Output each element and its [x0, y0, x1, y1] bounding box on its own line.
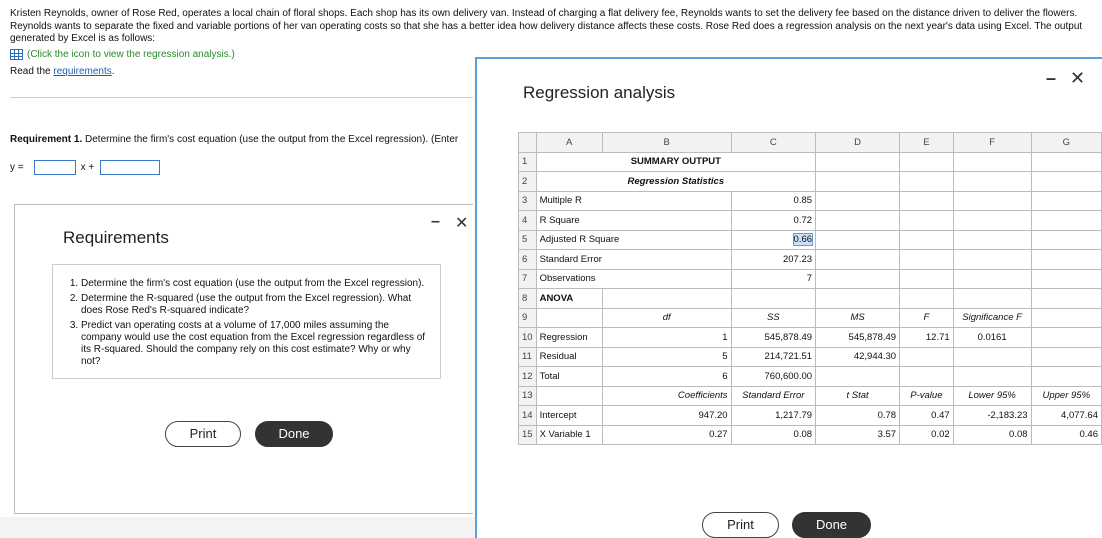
- row-number: 13: [519, 386, 537, 406]
- coef-cell: 3.57: [816, 425, 900, 445]
- requirements-popup: [14, 204, 473, 514]
- column-header: B: [602, 133, 731, 153]
- row-number: 10: [519, 328, 537, 348]
- regression-title: Regression analysis: [523, 83, 676, 102]
- stat-value: 207.23: [731, 250, 815, 270]
- read-prefix: Read the: [10, 66, 51, 77]
- row-number: 2: [519, 172, 537, 192]
- print-button[interactable]: Print: [165, 421, 241, 447]
- coef-label: Intercept: [536, 406, 602, 426]
- requirement-item: 3. Predict van operating costs at a volume of 17,000 miles assuming the company would use the cost equation from the Excel regression regardless of its R-squared. Should the company rely on this cost estimate? Why or why not?: [81, 320, 432, 368]
- coef-cell: 4,077.64: [1031, 406, 1101, 426]
- minimize-icon[interactable]: –: [1046, 68, 1057, 88]
- intercept-input[interactable]: [100, 160, 160, 175]
- problem-intro: Kristen Reynolds, owner of Rose Red, operates a local chain of floral shops. Each shop has its own delivery van. Instead of charging a flat delivery fee, Reynolds wants to set the delivery fee based on the distance driven to deliver the flowers. Reynolds wants to separate the fixed and variable portions of her van operating costs so that she has a better idea how delivery distance affects these costs. Rose Red does a regression analysis on the next year's data using Excel. The output generated by Excel is as follows:: [10, 8, 1083, 44]
- column-header: G: [1031, 133, 1101, 153]
- row-number: 12: [519, 367, 537, 387]
- anova-cell: 1: [602, 328, 731, 348]
- requirement-1-label: Requirement 1.: [10, 134, 83, 145]
- close-icon[interactable]: ✕: [1070, 68, 1086, 88]
- table-row: [519, 367, 1102, 387]
- coef-cell: 1,217.79: [731, 406, 815, 426]
- table-row: [519, 386, 1102, 406]
- table-row: [519, 289, 1102, 309]
- stat-label: Observations: [536, 269, 731, 289]
- footer-strip: [0, 517, 475, 538]
- table-row: [519, 308, 1102, 328]
- row-number: 6: [519, 250, 537, 270]
- anova-cell: 545,878.49: [816, 328, 900, 348]
- stat-value: 7: [731, 269, 815, 289]
- requirements-link[interactable]: requirements: [53, 66, 112, 77]
- cost-equation-row: [10, 160, 160, 175]
- anova-cell: 545,878.49: [731, 328, 815, 348]
- read-suffix: .: [111, 66, 115, 77]
- regression-link-text[interactable]: (Click the icon to view the regression analysis.): [27, 49, 235, 60]
- anova-cell: 6: [602, 367, 731, 387]
- read-requirements-line: [10, 66, 115, 77]
- column-header: E: [900, 133, 954, 153]
- coef-cell: 0.02: [900, 425, 954, 445]
- coef-cell: -2,183.23: [953, 406, 1031, 426]
- row-number: 15: [519, 425, 537, 445]
- summary-output-title: SUMMARY OUTPUT: [536, 152, 815, 172]
- anova-cell: 12.71: [900, 328, 954, 348]
- table-row: [519, 347, 1102, 367]
- anova-header: df: [602, 308, 731, 328]
- regression-link-line[interactable]: [10, 49, 235, 60]
- row-number: 7: [519, 269, 537, 289]
- regression-popup: [475, 57, 1102, 538]
- anova-label: Regression: [536, 328, 602, 348]
- done-button[interactable]: Done: [255, 421, 333, 447]
- anova-header: MS: [816, 308, 900, 328]
- requirements-list-box: [52, 264, 441, 379]
- table-row: [519, 250, 1102, 270]
- stat-value: 0.72: [731, 211, 815, 231]
- coef-cell: 0.08: [953, 425, 1031, 445]
- table-icon[interactable]: [10, 49, 23, 60]
- anova-cell: 0.0161: [953, 328, 1031, 348]
- table-row: [519, 269, 1102, 289]
- anova-cell: 214,721.51: [731, 347, 815, 367]
- row-number: 8: [519, 289, 537, 309]
- row-number: 1: [519, 152, 537, 172]
- close-icon[interactable]: ✕: [455, 215, 469, 232]
- row-number: 14: [519, 406, 537, 426]
- coef-cell: 947.20: [602, 406, 731, 426]
- row-number: 5: [519, 230, 537, 250]
- requirement-item: 1. Determine the firm's cost equation (use the output from the Excel regression).: [81, 278, 432, 290]
- corner-cell: [519, 133, 537, 153]
- table-row: [519, 211, 1102, 231]
- regression-spreadsheet: [518, 132, 1102, 445]
- coef-cell: 0.78: [816, 406, 900, 426]
- anova-header: SS: [731, 308, 815, 328]
- requirement-1-text: [10, 134, 473, 145]
- stat-label: R Square: [536, 211, 731, 231]
- table-row: [519, 191, 1102, 211]
- anova-cell: 760,600.00: [731, 367, 815, 387]
- column-header: F: [953, 133, 1031, 153]
- coef-cell: 0.47: [900, 406, 954, 426]
- table-row: [519, 406, 1102, 426]
- stat-label: Standard Error: [536, 250, 731, 270]
- column-header-row: [519, 133, 1102, 153]
- coef-cell: 0.08: [731, 425, 815, 445]
- column-header: C: [731, 133, 815, 153]
- anova-header: Significance F: [953, 308, 1031, 328]
- stat-value: 0.85: [731, 191, 815, 211]
- column-header: D: [816, 133, 900, 153]
- table-row: [519, 328, 1102, 348]
- selected-value[interactable]: 0.66: [793, 234, 813, 246]
- coef-header: t Stat: [816, 386, 900, 406]
- anova-header: F: [900, 308, 954, 328]
- stat-label: Adjusted R Square: [536, 230, 731, 250]
- anova-label: Residual: [536, 347, 602, 367]
- table-row: [519, 172, 1102, 192]
- slope-input[interactable]: [34, 160, 76, 175]
- print-button[interactable]: Print: [702, 512, 779, 538]
- table-row: [519, 230, 1102, 250]
- regression-statistics-title: Regression Statistics: [536, 172, 815, 192]
- anova-title: ANOVA: [536, 289, 602, 309]
- coef-label: X Variable 1: [536, 425, 602, 445]
- anova-label: Total: [536, 367, 602, 387]
- row-number: 11: [519, 347, 537, 367]
- coef-header: Lower 95%: [953, 386, 1031, 406]
- row-number: 4: [519, 211, 537, 231]
- requirement-item: 2. Determine the R-squared (use the output from the Excel regression). What does Rose Red's R-squared indicate?: [81, 293, 432, 317]
- coef-header: Upper 95%: [1031, 386, 1101, 406]
- row-number: 9: [519, 308, 537, 328]
- column-header: A: [536, 133, 602, 153]
- divider: [10, 97, 473, 98]
- minimize-icon[interactable]: –: [431, 213, 440, 230]
- coef-header: Standard Error: [731, 386, 815, 406]
- anova-cell: 5: [602, 347, 731, 367]
- table-row: [519, 152, 1102, 172]
- row-number: 3: [519, 191, 537, 211]
- stat-value[interactable]: [731, 230, 815, 250]
- done-button[interactable]: Done: [792, 512, 871, 538]
- coef-header: Coefficients: [602, 386, 731, 406]
- anova-cell: 42,944.30: [816, 347, 900, 367]
- requirements-title: Requirements: [63, 228, 169, 247]
- requirement-1-body: Determine the firm's cost equation (use the output from the Excel regression). (Enter: [82, 134, 459, 145]
- stat-label: Multiple R: [536, 191, 731, 211]
- eq-x-label: x +: [80, 162, 95, 173]
- eq-y-label: y =: [10, 162, 24, 173]
- coef-cell: 0.46: [1031, 425, 1101, 445]
- coef-header: P-value: [900, 386, 954, 406]
- table-row: [519, 425, 1102, 445]
- coef-cell: 0.27: [602, 425, 731, 445]
